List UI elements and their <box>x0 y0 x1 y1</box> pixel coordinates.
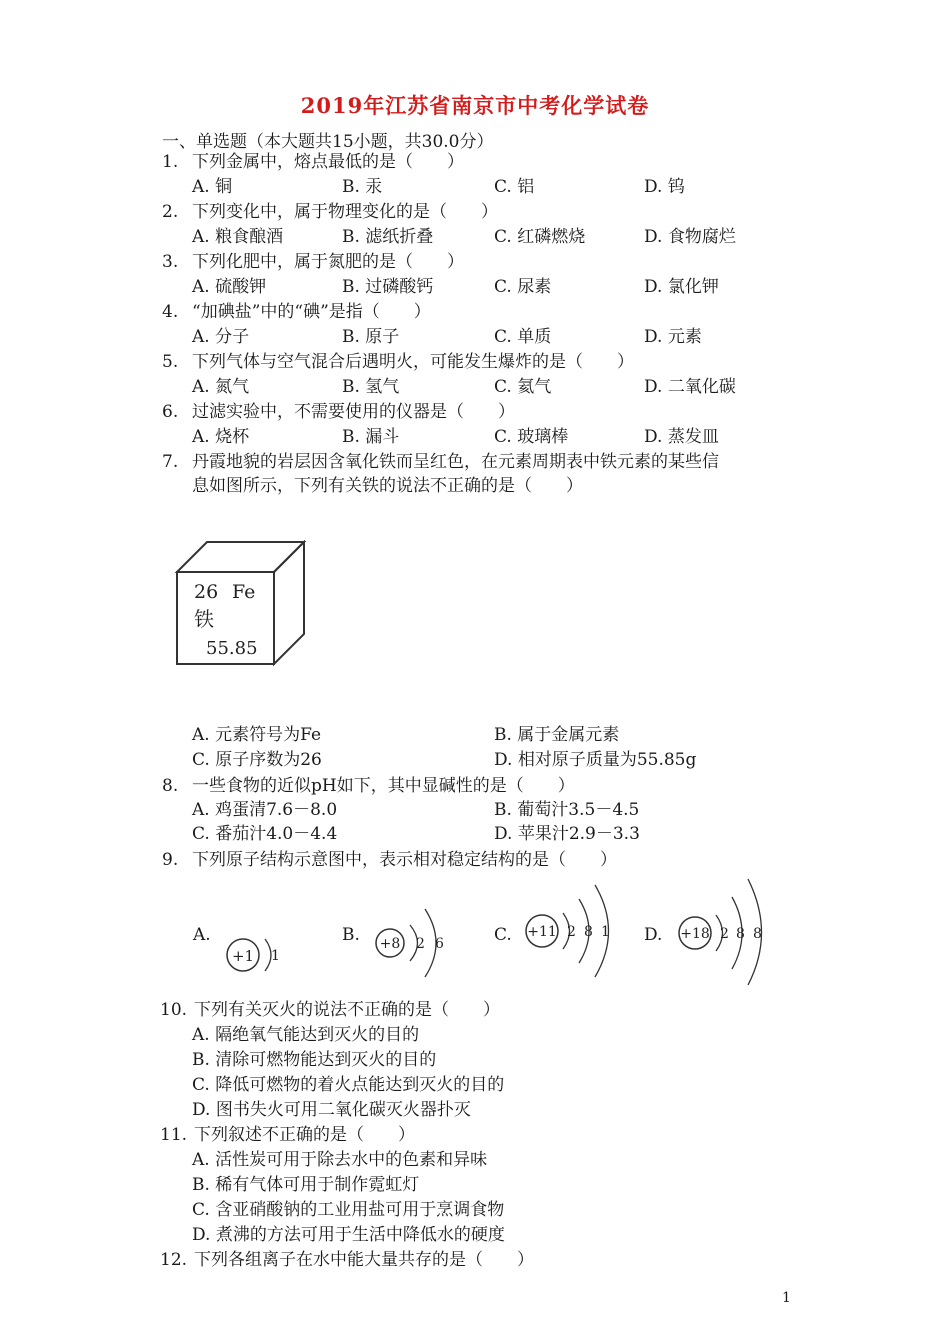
q11-option-b: B. 稀有气体可用于制作霓虹灯 <box>192 1175 420 1195</box>
atom-d-shell-3: 8 <box>753 926 762 942</box>
question-text: 下列各组离子在水中能大量共存的是（ ） <box>194 1250 534 1270</box>
question-number: 8. <box>162 776 179 796</box>
question-number: 3. <box>162 252 179 272</box>
page-number: 1 <box>782 1290 791 1306</box>
question-7-line-2: 息如图所示，下列有关铁的说法不正确的是（ ） <box>192 476 583 496</box>
option-b: B. 氢气 <box>342 377 400 397</box>
question-1 <box>162 150 464 174</box>
atom-d-shell-2: 8 <box>736 926 745 942</box>
question-text: 过滤实验中，不需要使用的仪器是（ ） <box>192 402 515 422</box>
option-a: A. 粮食酿酒 <box>192 227 284 247</box>
atom-a-label: A. <box>193 925 211 945</box>
option-a: A. 分子 <box>192 327 250 347</box>
option-b: B. 原子 <box>342 327 400 347</box>
option-b: B. 葡萄汁3.5－4.5 <box>494 800 640 820</box>
option-c: C. 番茄汁4.0－4.4 <box>192 824 338 844</box>
atom-b-shell-1: 2 <box>416 936 425 952</box>
question-text: “加碘盐”中的“碘”是指（ ） <box>192 302 431 322</box>
atom-a-shell-1: 1 <box>271 948 280 964</box>
page-title: 2019年江苏省南京市中考化学试卷 <box>300 93 650 118</box>
question-10 <box>160 998 500 1022</box>
option-d: D. 食物腐烂 <box>644 227 736 247</box>
question-number: 12. <box>160 1250 188 1270</box>
atom-c-shell-1: 2 <box>567 924 576 940</box>
option-c: C. 红磷燃烧 <box>494 227 586 247</box>
question-text: 下列气体与空气混合后遇明火，可能发生爆炸的是（ ） <box>192 352 634 372</box>
q10-option-c: C. 降低可燃物的着火点能达到灭火的目的 <box>192 1075 505 1095</box>
option-b: B. 过磷酸钙 <box>342 277 434 297</box>
option-b: B. 汞 <box>342 177 383 197</box>
question-number: 6. <box>162 402 179 422</box>
q11-option-d: D. 煮沸的方法可用于生活中降低水的硬度 <box>192 1225 505 1245</box>
atom-a-diagram <box>227 939 280 971</box>
question-2 <box>162 200 498 224</box>
section-heading: 一、单选题（本大题共15小题，共30.0分） <box>162 132 494 152</box>
option-d: D. 二氧化碳 <box>644 377 736 397</box>
option-b: B. 滤纸折叠 <box>342 227 434 247</box>
atom-b-nucleus: +8 <box>379 936 401 952</box>
question-text: 下列原子结构示意图中，表示相对稳定结构的是（ ） <box>192 850 617 870</box>
q10-option-b: B. 清除可燃物能达到灭火的目的 <box>192 1050 437 1070</box>
q10-option-a: A. 隔绝氧气能达到灭火的目的 <box>192 1025 420 1045</box>
option-d: D. 苹果汁2.9－3.3 <box>494 824 640 844</box>
question-text: 下列变化中，属于物理变化的是（ ） <box>192 202 498 222</box>
atomic-number: 26 <box>194 581 219 603</box>
question-number: 2. <box>162 202 179 222</box>
atom-c-shell-2: 8 <box>584 924 593 940</box>
atom-d-label: D. <box>644 925 663 945</box>
question-number: 4. <box>162 302 179 322</box>
question-number: 7. <box>162 452 179 472</box>
atom-diagrams <box>185 875 785 985</box>
option-a: A. 鸡蛋清7.6－8.0 <box>192 800 338 820</box>
atom-a-nucleus: +1 <box>231 947 255 965</box>
question-text: 下列金属中，熔点最低的是（ ） <box>192 152 464 172</box>
question-text: 下列有关灭火的说法不正确的是（ ） <box>194 1000 500 1020</box>
question-11 <box>160 1123 415 1147</box>
atom-c-label: C. <box>494 925 512 945</box>
q11-option-c: C. 含亚硝酸钠的工业用盐可用于烹调食物 <box>192 1200 505 1220</box>
option-c: C. 单质 <box>494 327 552 347</box>
atom-d-diagram <box>679 879 762 985</box>
atom-diagram-svg <box>185 875 785 985</box>
option-c: C. 原子序数为26 <box>192 750 322 770</box>
atom-b-label: B. <box>342 925 360 945</box>
question-9 <box>162 848 617 872</box>
iron-element-cube <box>172 540 307 668</box>
question-3 <box>162 250 464 274</box>
atom-c-shell-3: 1 <box>601 924 610 940</box>
option-d: D. 元素 <box>644 327 702 347</box>
option-a: A. 烧杯 <box>192 427 250 447</box>
option-c: C. 尿素 <box>494 277 552 297</box>
question-number: 10. <box>160 1000 188 1020</box>
option-a: A. 铜 <box>192 177 233 197</box>
option-d: D. 蒸发皿 <box>644 427 719 447</box>
element-symbol: Fe <box>232 581 256 603</box>
option-b: B. 漏斗 <box>342 427 400 447</box>
option-a: A. 硫酸钾 <box>192 277 267 297</box>
q11-option-a: A. 活性炭可用于除去水中的色素和异味 <box>192 1150 488 1170</box>
question-text: 下列化肥中，属于氮肥的是（ ） <box>192 252 464 272</box>
element-name: 铁 <box>194 607 214 631</box>
question-text: 下列叙述不正确的是（ ） <box>194 1125 415 1145</box>
atomic-mass: 55.85 <box>206 638 258 659</box>
atom-c-nucleus: +11 <box>527 924 557 940</box>
question-number: 5. <box>162 352 179 372</box>
atom-b-shell-2: 6 <box>435 936 444 952</box>
question-number: 1. <box>162 152 179 172</box>
atom-d-shell-1: 2 <box>720 926 729 942</box>
option-d: D. 相对原子质量为55.85g <box>494 750 697 770</box>
question-12 <box>160 1248 534 1272</box>
atom-c-diagram <box>526 885 610 977</box>
question-text-line-1: 丹霞地貌的岩层因含氧化铁而呈红色，在元素周期表中铁元素的某些信 <box>192 452 719 472</box>
question-number: 11. <box>160 1125 188 1145</box>
question-6 <box>162 400 515 424</box>
question-number: 9. <box>162 850 179 870</box>
option-c: C. 氦气 <box>494 377 552 397</box>
option-c: C. 玻璃棒 <box>494 427 569 447</box>
q10-option-d: D. 图书失火可用二氧化碳灭火器扑灭 <box>192 1100 471 1120</box>
question-5 <box>162 350 634 374</box>
option-c: C. 铝 <box>494 177 535 197</box>
option-d: D. 氯化钾 <box>644 277 719 297</box>
option-a: A. 元素符号为Fe <box>192 725 322 745</box>
question-4 <box>162 300 431 324</box>
question-7 <box>162 450 719 474</box>
atom-b-diagram <box>376 909 444 977</box>
option-a: A. 氮气 <box>192 377 250 397</box>
question-8 <box>162 774 575 798</box>
option-b: B. 属于金属元素 <box>494 725 620 745</box>
option-d: D. 钨 <box>644 177 685 197</box>
question-text: 一些食物的近似pH如下，其中显碱性的是（ ） <box>192 776 575 796</box>
atom-d-nucleus: +18 <box>680 926 710 942</box>
